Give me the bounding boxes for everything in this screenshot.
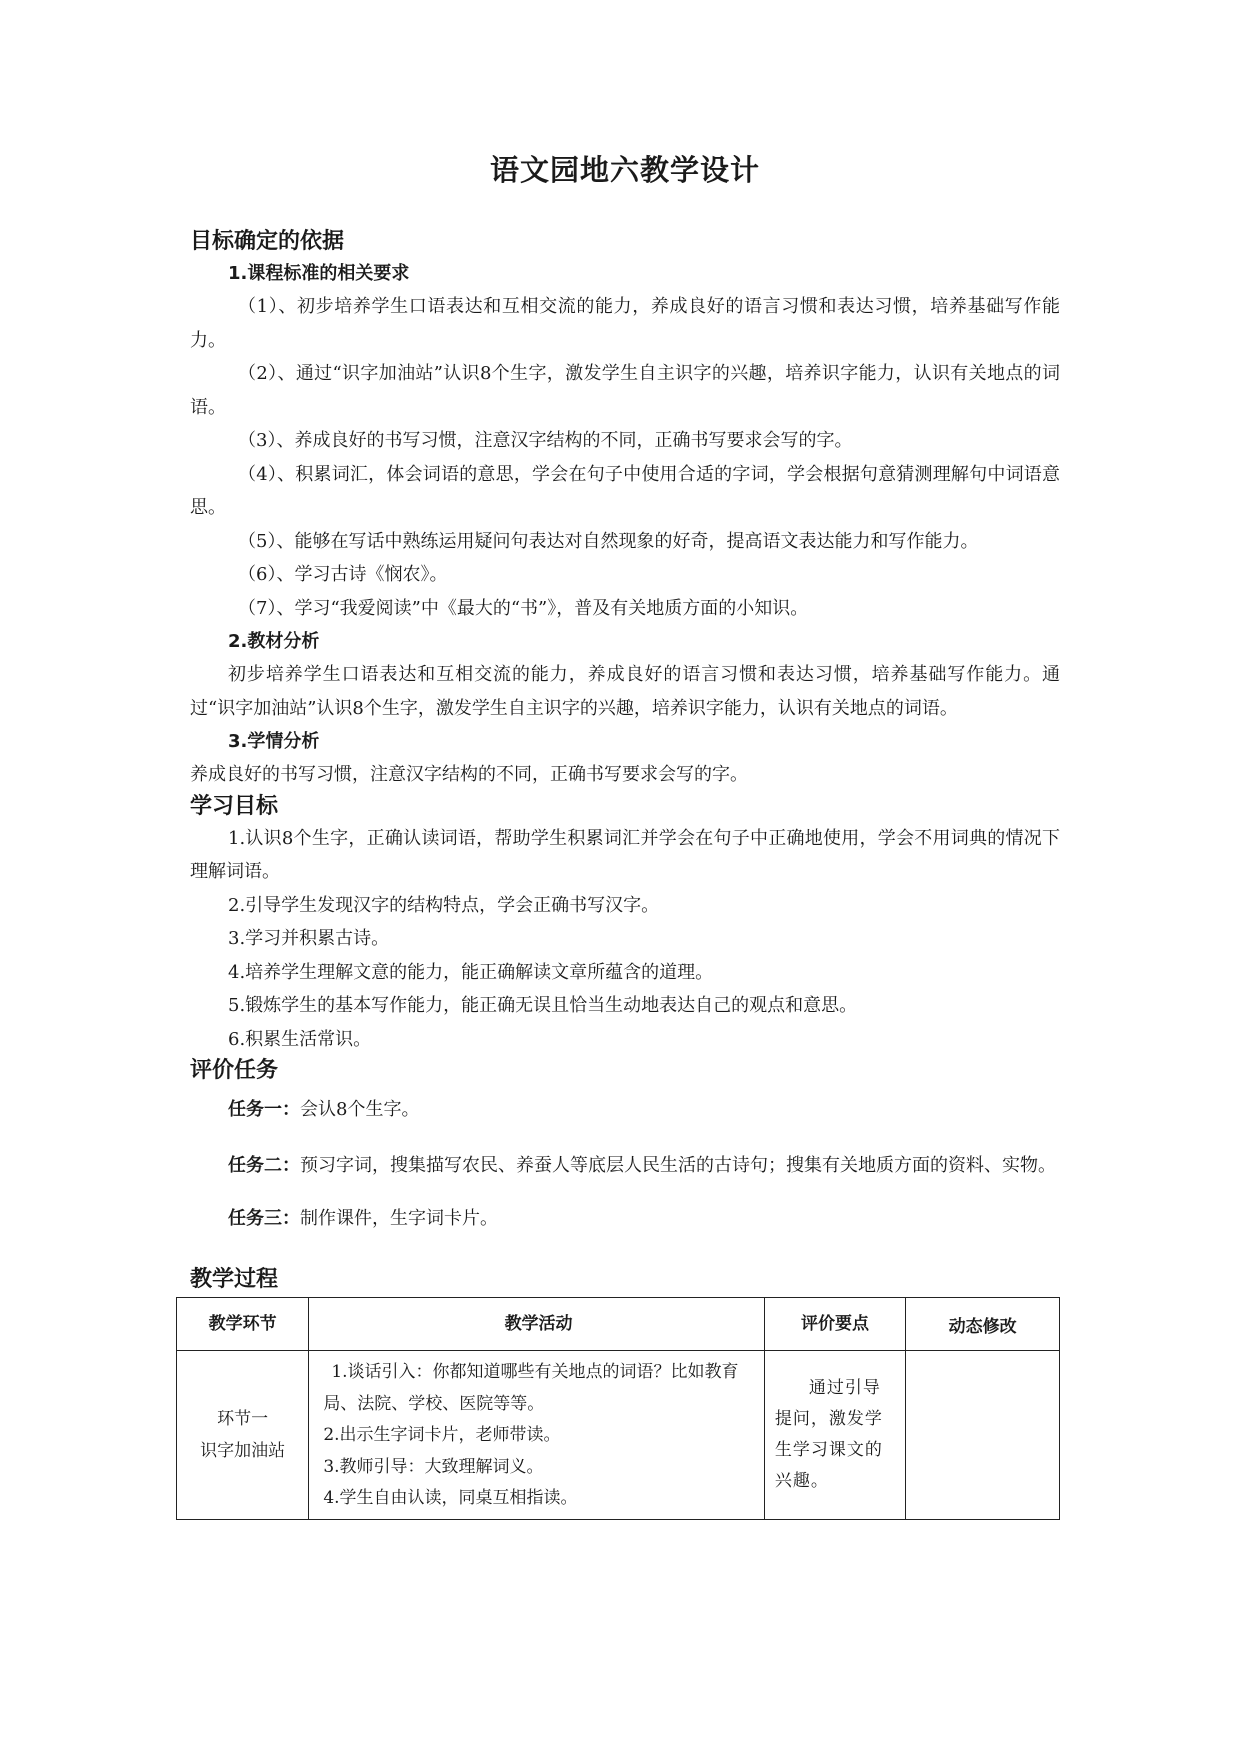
goal-item: 5.锻炼学生的基本写作能力，能正确无误且恰当生动地表达自己的观点和意思。 <box>228 995 858 1016</box>
goal-item: 1.认识8个生字，正确认读词语，帮助学生积累词汇并学会在句子中正确地使用，学会不用词典的情况下理解词语。 <box>190 827 1060 882</box>
curriculum-item: （2）、通过“识字加油站”认识8个生字，激发学生自主识字的兴趣，培养识字能力，认识有关地点的词语。 <box>190 363 1060 418</box>
task-text: 预习字词，搜集描写农民、养蚕人等底层人民生活的古诗句；搜集有关地质方面的资料、实物。 <box>300 1155 1056 1176</box>
document-title: 语文园地六教学设计 <box>489 153 760 187</box>
column-header-evaluation: 评价要点 <box>764 1298 905 1351</box>
curriculum-item: （6）、学习古诗《悯农》。 <box>238 564 448 585</box>
column-header-activities: 教学活动 <box>309 1298 765 1351</box>
curriculum-item: （3）、养成良好的书写习惯，注意汉字结构的不同，正确书写要求会写的字。 <box>238 430 853 451</box>
curriculum-item: （7）、学习“我爱阅读”中《最大的“书”》，普及有关地质方面的小知识。 <box>238 597 809 619</box>
subheading-learners: 3.学情分析 <box>228 731 320 752</box>
curriculum-item: （5）、能够在写话中熟练运用疑问句表达对自然现象的好奇，提高语文表达能力和写作能力。 <box>238 530 979 552</box>
revision-cell <box>906 1351 1060 1520</box>
step-name: 识字加油站 <box>200 1440 286 1461</box>
section-heading-basis: 目标确定的依据 <box>190 229 345 254</box>
activity-item: 2.出示生字词卡片，老师带读。 <box>323 1425 561 1445</box>
activity-item: 3.教师引导：大致理解词义。 <box>323 1456 544 1477</box>
task-item <box>190 1140 1060 1192</box>
task-text: 制作课件，生字词卡片。 <box>300 1208 498 1229</box>
evaluation-text: 通过引导提问，激发学生学习课文的兴趣。 <box>774 1377 883 1491</box>
column-header-revision: 动态修改 <box>906 1298 1060 1351</box>
task-text: 会认8个生字。 <box>300 1099 420 1120</box>
teaching-process-table <box>176 1297 1060 1520</box>
subheading-curriculum: 1.课程标准的相关要求 <box>228 263 410 284</box>
goal-item: 2.引导学生发现汉字的结构特点，学会正确书写汉字。 <box>228 894 660 916</box>
curriculum-item: （4）、积累词汇，体会词语的意思，学会在句子中使用合适的字词，学会根据句意猜测理解句中词语意思。 <box>190 463 1060 518</box>
goal-item: 6.积累生活常识。 <box>228 1028 372 1050</box>
column-header-step: 教学环节 <box>177 1298 309 1351</box>
task-label: 任务二： <box>228 1155 300 1176</box>
table-row <box>177 1351 1060 1520</box>
textbook-analysis-text: 初步培养学生口语表达和互相交流的能力，养成良好的语言习惯和表达习惯，培养基础写作能力。通过“识字加油站”认识8个生字，激发学生自主识字的兴趣，培养识字能力，认识有关地点的词语。 <box>190 664 1060 719</box>
subheading-textbook: 2.教材分析 <box>228 631 320 652</box>
curriculum-item: （1）、初步培养学生口语表达和互相交流的能力，养成良好的语言习惯和表达习惯，培养基础写作能力。 <box>190 296 1060 351</box>
section-heading-goals: 学习目标 <box>190 793 279 819</box>
task-label: 任务一： <box>228 1099 300 1120</box>
section-heading-process: 教学过程 <box>190 1267 279 1292</box>
task-label: 任务三： <box>228 1208 300 1229</box>
activities-cell <box>309 1351 765 1520</box>
table-header-row <box>177 1298 1060 1351</box>
activity-item: 4.学生自由认读，同桌互相指读。 <box>323 1488 578 1508</box>
document-page <box>190 148 1060 1520</box>
goal-item: 3.学习并积累古诗。 <box>228 928 390 949</box>
goal-item: 4.培养学生理解文意的能力，能正确解读文章所蕴含的道理。 <box>228 961 714 983</box>
activity-item: 1.谈话引入：你都知道哪些有关地点的词语？比如教育局、法院、学校、医院等等。 <box>323 1362 739 1414</box>
evaluation-cell <box>764 1351 905 1520</box>
step-number: 环节一 <box>217 1408 269 1429</box>
learner-analysis-text: 养成良好的书写习惯，注意汉字结构的不同，正确书写要求会写的字。 <box>190 764 748 785</box>
task-item <box>190 1202 1060 1235</box>
task-item <box>190 1093 1060 1126</box>
section-heading-tasks: 评价任务 <box>190 1058 279 1083</box>
step-cell <box>177 1351 309 1520</box>
